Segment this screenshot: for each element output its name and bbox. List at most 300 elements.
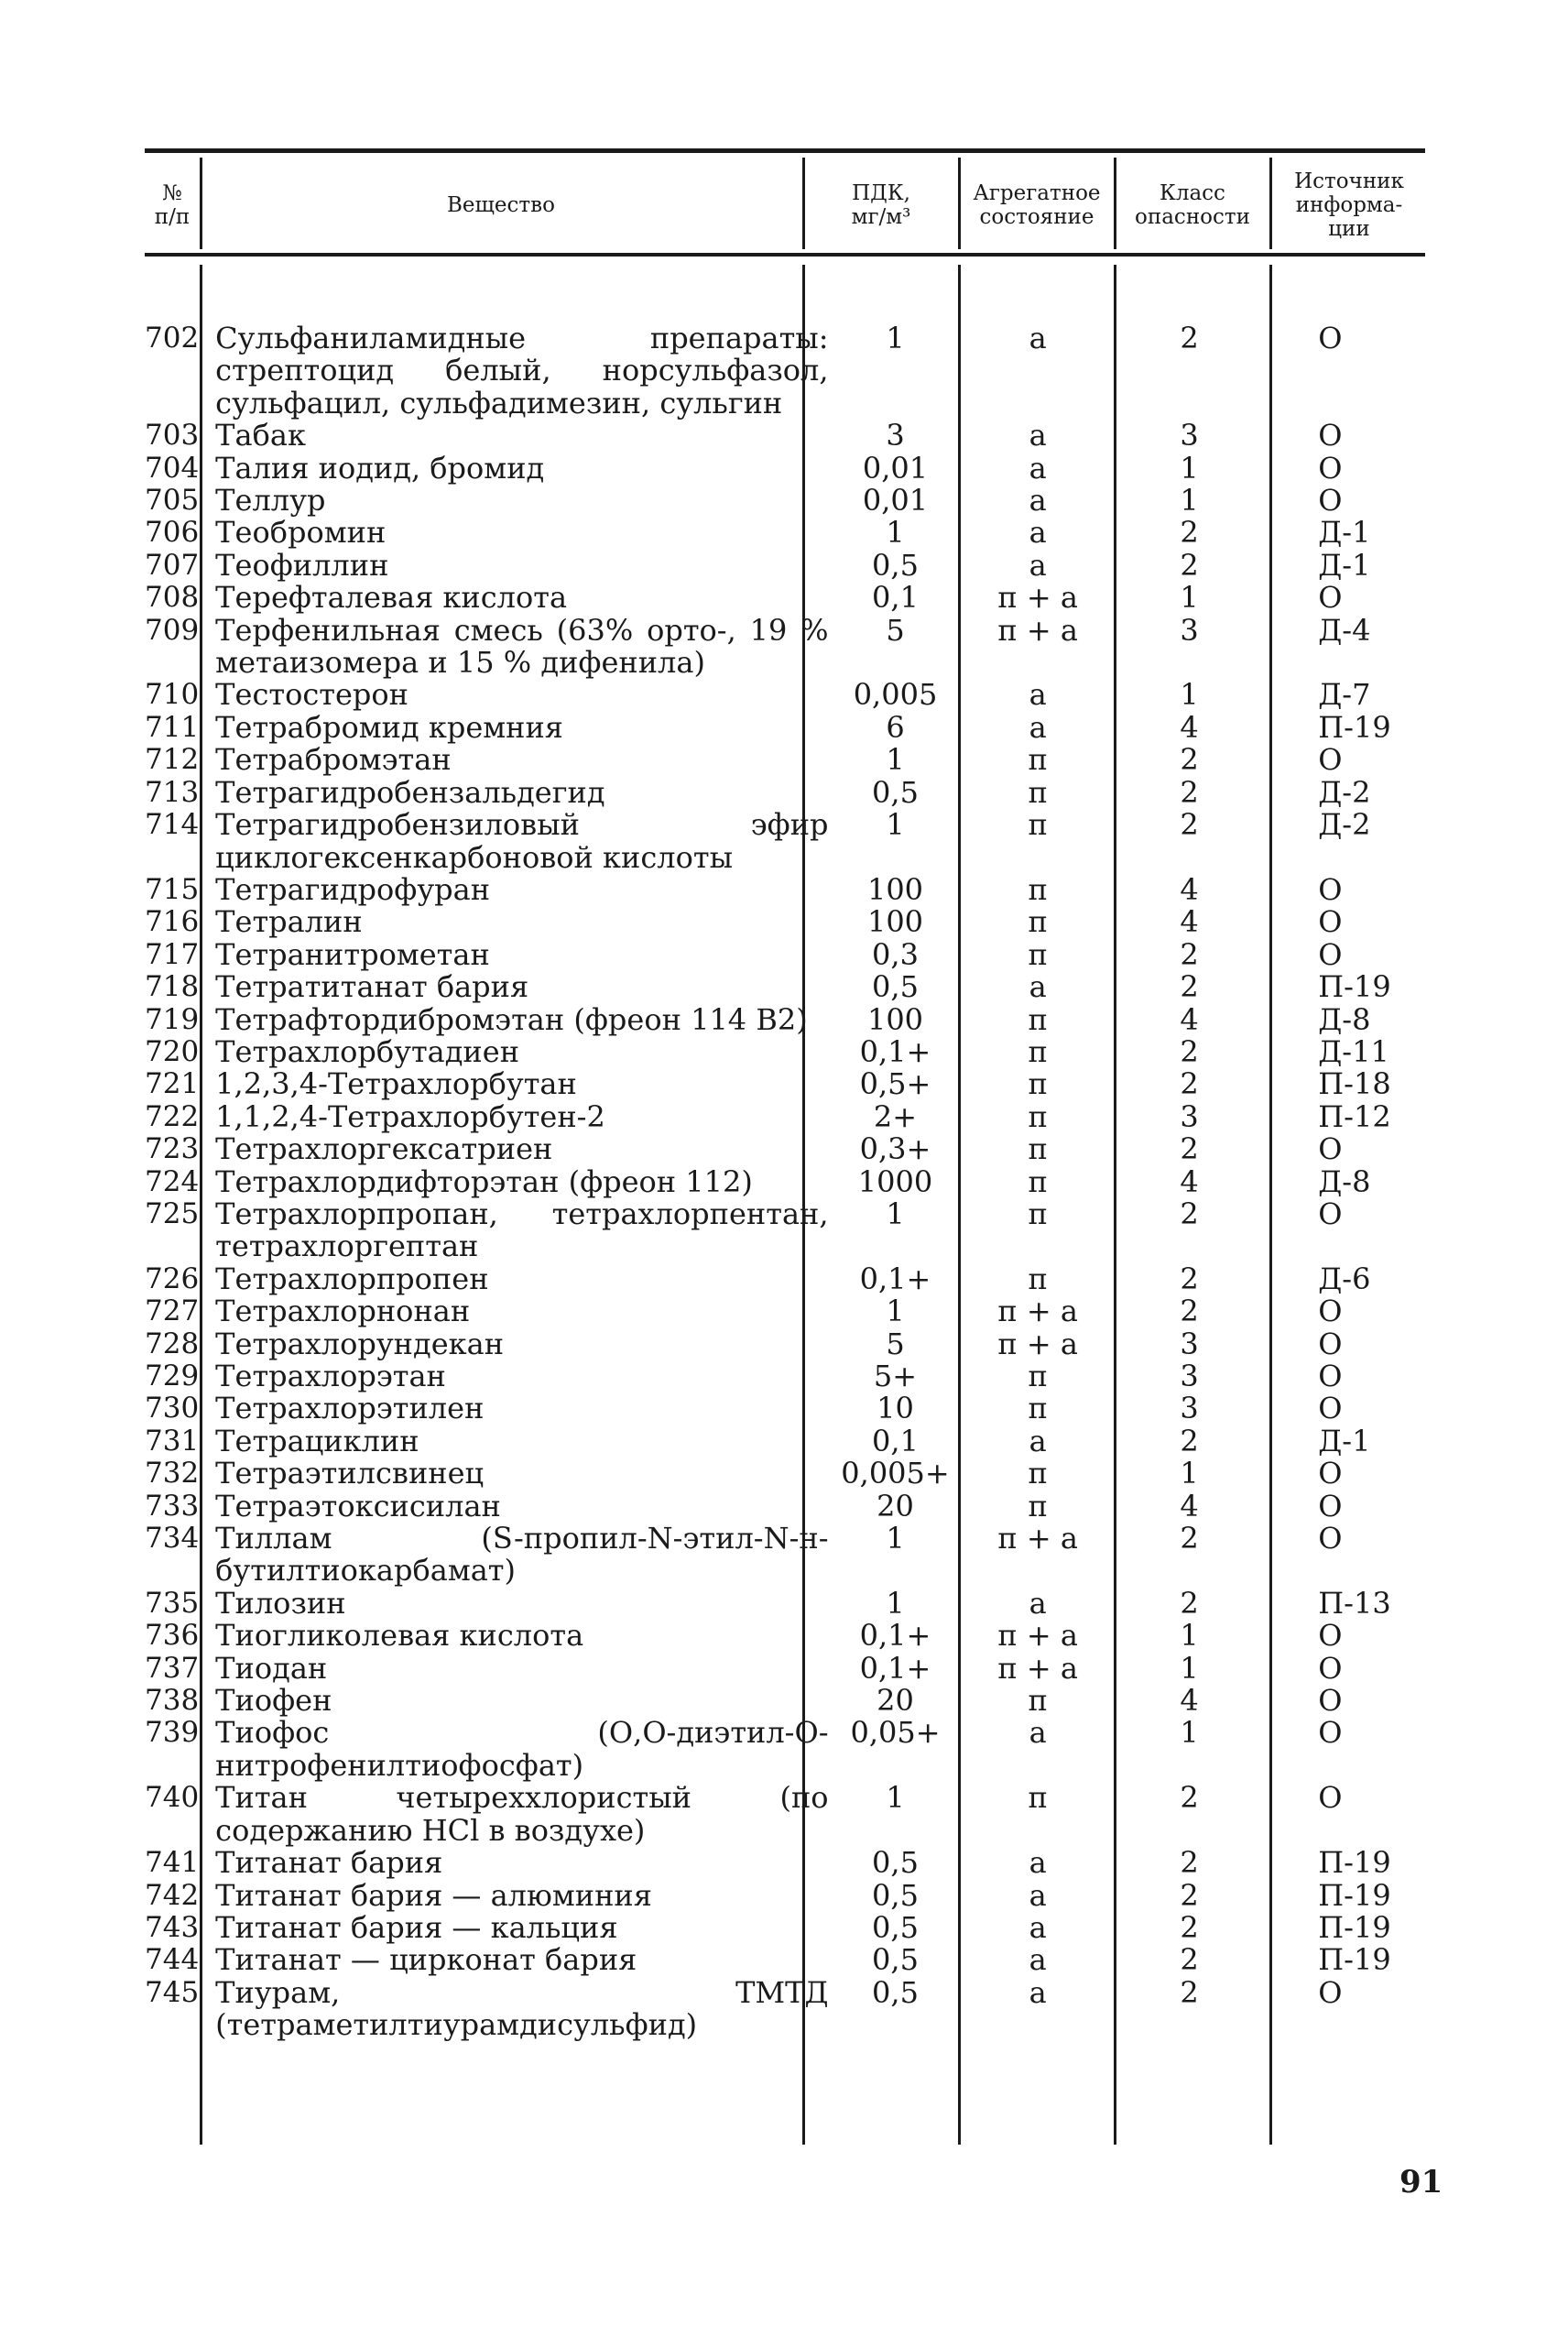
source-reference: О <box>1318 1521 1343 1556</box>
row-number: 707 <box>145 548 200 582</box>
substance-name: Тилозин <box>215 1585 346 1621</box>
substance-name: Титанат — цирконат бария <box>215 1942 637 1978</box>
substance-name: Тетрагидрофуран <box>215 871 491 907</box>
table-row <box>145 1620 1425 1652</box>
substance-name: Тетранитрометан <box>215 936 490 972</box>
table-row <box>145 971 1425 1003</box>
substance-name: Тетрахлордифторэтан (фреон 112) <box>215 1163 753 1199</box>
table-row <box>145 582 1425 614</box>
header-number: № п/п <box>154 181 191 229</box>
table-row <box>145 612 1425 681</box>
row-number: 716 <box>145 905 200 939</box>
aggregate-state: а <box>1029 1845 1047 1881</box>
source-reference: Д-11 <box>1318 1033 1389 1069</box>
pdk-value: 100 <box>866 1001 924 1037</box>
header-substance: Вещество <box>447 193 555 217</box>
row-number: 724 <box>145 1164 200 1198</box>
aggregate-state: п + а <box>997 1618 1078 1654</box>
row-number: 727 <box>145 1294 200 1328</box>
source-reference: О <box>1318 1391 1343 1426</box>
row-number: 719 <box>145 1002 200 1036</box>
substance-name: Тетрагидробензиловый эфир циклогексенкарбоновой кислоты <box>215 807 829 875</box>
hazard-class: 2 <box>1180 1845 1199 1881</box>
header-divider <box>200 158 202 249</box>
row-number: 729 <box>145 1360 200 1392</box>
substance-name: Талия иодид, бромид <box>215 450 545 486</box>
substance-name: Тетраэтоксисилан <box>215 1488 501 1523</box>
table-row <box>145 322 1425 420</box>
aggregate-state: п + а <box>997 612 1078 648</box>
top-rule <box>145 148 1425 153</box>
substance-name: Тиллам (S-пропил-N-этил-N-н-бутилтиокарбамат) <box>215 1521 829 1589</box>
substance-name: Тиурам, ТМТД (тетраметилтиурамдисульфид) <box>215 1974 829 2043</box>
source-reference: П-19 <box>1318 1845 1391 1881</box>
row-number: 735 <box>145 1586 200 1620</box>
row-number: 718 <box>145 970 200 1004</box>
row-number: 711 <box>145 710 200 744</box>
row-number: 743 <box>145 1910 200 1944</box>
aggregate-state: п <box>1028 1033 1048 1069</box>
row-number: 732 <box>145 1457 200 1491</box>
aggregate-state: п <box>1028 871 1048 907</box>
source-reference: О <box>1318 1456 1343 1491</box>
row-number: 710 <box>145 678 200 712</box>
hazard-class: 2 <box>1180 1974 1199 2010</box>
substance-name: Тетрахлорнонан <box>215 1294 471 1329</box>
substance-name: Тетрагидробензальдегид <box>215 774 605 810</box>
substance-name: Тетрахлорбутадиен <box>215 1033 520 1069</box>
source-reference: Д-8 <box>1318 1163 1371 1199</box>
table-row <box>145 744 1425 776</box>
aggregate-state: а <box>1029 1877 1047 1913</box>
source-reference: О <box>1318 742 1343 778</box>
table-row <box>145 1295 1425 1327</box>
hazard-class: 4 <box>1180 871 1199 907</box>
source-reference: П-19 <box>1318 1942 1391 1978</box>
row-number: 723 <box>145 1132 200 1166</box>
table-row <box>145 1523 1425 1588</box>
source-reference: О <box>1318 1294 1343 1329</box>
page-number: 91 <box>1399 2164 1443 2200</box>
hazard-class: 2 <box>1180 1942 1199 1978</box>
source-reference: Д-7 <box>1318 677 1371 713</box>
row-number: 725 <box>145 1196 200 1230</box>
table-row <box>145 1263 1425 1295</box>
row-number: 742 <box>145 1878 200 1912</box>
pdk-value: 1 <box>886 1521 905 1556</box>
table-row <box>145 1650 1425 1686</box>
pdk-value: 0,5+ <box>859 1066 931 1102</box>
row-number: 721 <box>145 1067 200 1101</box>
aggregate-state: п + а <box>997 1294 1078 1329</box>
pdk-value: 0,5 <box>872 1845 919 1881</box>
table-row <box>145 1585 1425 1621</box>
pdk-value: 0,1+ <box>859 1261 931 1296</box>
aggregate-state: п <box>1028 1456 1048 1491</box>
row-number: 705 <box>145 484 200 518</box>
source-reference: П-19 <box>1318 709 1391 745</box>
substance-name: Тетратитанат бария <box>215 969 529 1005</box>
row-number: 717 <box>145 937 200 971</box>
table-row <box>145 871 1425 907</box>
aggregate-state: п <box>1028 1780 1048 1816</box>
pdk-value: 1 <box>886 1196 905 1231</box>
row-number: 712 <box>145 743 200 777</box>
table-row <box>145 485 1425 517</box>
hazard-class: 1 <box>1180 1618 1199 1654</box>
row-number: 703 <box>145 419 200 453</box>
row-number: 720 <box>145 1034 200 1068</box>
hazard-class: 1 <box>1180 1456 1199 1491</box>
table-row <box>145 809 1425 874</box>
substance-name: Тетралин <box>215 904 363 940</box>
source-reference: П-19 <box>1318 1909 1391 1945</box>
aggregate-state: п <box>1028 1488 1048 1523</box>
source-reference: Д-1 <box>1318 1423 1371 1458</box>
row-number: 730 <box>145 1392 200 1425</box>
row-number: 734 <box>145 1522 200 1556</box>
table-row <box>145 709 1425 745</box>
table-row <box>145 1782 1425 1847</box>
row-number: 738 <box>145 1684 200 1718</box>
hazard-class: 2 <box>1180 1294 1199 1329</box>
source-reference: О <box>1318 936 1343 972</box>
hazard-class: 2 <box>1180 515 1199 551</box>
row-number: 736 <box>145 1619 200 1653</box>
source-reference: Д-1 <box>1318 547 1371 583</box>
source-reference: О <box>1318 1974 1343 2010</box>
table-row <box>145 1001 1425 1037</box>
row-number: 722 <box>145 1099 200 1133</box>
substance-name: Тетрабромэтан <box>215 742 452 778</box>
substance-name: Сульфаниламидные препараты: стрептоцид белый, норсульфазол, сульфацил, сульфадимезин, сульгин <box>215 321 829 420</box>
aggregate-state: п + а <box>997 580 1078 616</box>
aggregate-state: п <box>1028 742 1048 778</box>
hazard-class: 4 <box>1180 709 1199 745</box>
table-row <box>145 1392 1425 1425</box>
substance-name: Титанат бария — алюминия <box>215 1877 652 1913</box>
pdk-value: 1 <box>886 1585 905 1621</box>
source-reference: О <box>1318 483 1343 519</box>
row-number: 708 <box>145 581 200 615</box>
aggregate-state: а <box>1029 969 1047 1005</box>
hazard-class: 1 <box>1180 677 1199 713</box>
hazard-class: 2 <box>1180 1131 1199 1167</box>
pdk-value: 6 <box>886 709 905 745</box>
hazard-class: 2 <box>1180 1423 1199 1458</box>
pdk-value: 5+ <box>873 1359 918 1393</box>
pdk-value: 0,005+ <box>841 1456 950 1491</box>
aggregate-state: п <box>1028 1261 1048 1296</box>
table-row <box>145 774 1425 810</box>
hazard-class: 2 <box>1180 1521 1199 1556</box>
hazard-class: 2 <box>1180 742 1199 778</box>
hazard-class: 4 <box>1180 1001 1199 1037</box>
pdk-value: 0,05+ <box>850 1715 941 1751</box>
aggregate-state: п <box>1028 904 1048 940</box>
table-row <box>145 906 1425 938</box>
aggregate-state: п <box>1028 936 1048 972</box>
row-number: 745 <box>145 1975 200 2009</box>
hazard-class: 3 <box>1180 418 1199 453</box>
aggregate-state: а <box>1029 1423 1047 1458</box>
pdk-value: 0,1 <box>872 580 919 616</box>
table-body <box>145 322 1425 2042</box>
table-row <box>145 1685 1425 1717</box>
aggregate-state: п <box>1028 1391 1048 1426</box>
hazard-class: 3 <box>1180 1359 1199 1393</box>
aggregate-state: п <box>1028 1066 1048 1102</box>
table-row <box>145 679 1425 711</box>
substance-name: 1,2,3,4-Тетрахлорбутан <box>215 1066 577 1102</box>
hazard-class: 3 <box>1180 1326 1199 1361</box>
source-reference: О <box>1318 1683 1343 1719</box>
pdk-value: 0,5 <box>872 1942 919 1978</box>
hazard-class: 2 <box>1180 807 1199 843</box>
substance-name: Теобромин <box>215 515 387 551</box>
aggregate-state: а <box>1029 1715 1047 1751</box>
aggregate-state: а <box>1029 483 1047 519</box>
source-reference: Д-8 <box>1318 1001 1371 1037</box>
hazard-class: 1 <box>1180 1650 1199 1686</box>
source-reference: О <box>1318 580 1343 616</box>
row-number: 740 <box>145 1781 200 1815</box>
row-number: 744 <box>145 1943 200 1977</box>
source-reference: П-19 <box>1318 969 1391 1005</box>
pdk-value: 1 <box>886 1294 905 1329</box>
pdk-value: 0,01 <box>862 483 929 519</box>
source-reference: О <box>1318 1326 1343 1361</box>
header-divider <box>1114 158 1116 249</box>
row-number: 728 <box>145 1327 200 1360</box>
aggregate-state: а <box>1029 418 1047 453</box>
pdk-value: 5 <box>886 1326 905 1361</box>
header-hazard-class: Класс опасности <box>1135 181 1250 229</box>
aggregate-state: п <box>1028 1683 1048 1719</box>
hazard-class: 2 <box>1180 547 1199 583</box>
aggregate-state: а <box>1029 709 1047 745</box>
substance-name: 1,1,2,4-Тетрахлорбутен-2 <box>215 1098 605 1134</box>
hazard-class: 1 <box>1180 450 1199 486</box>
substance-name: Тетрахлорундекан <box>215 1326 505 1361</box>
aggregate-state: п <box>1028 1131 1048 1167</box>
header-rule <box>145 253 1425 257</box>
table-row <box>145 1068 1425 1100</box>
pdk-value: 0,1+ <box>859 1618 931 1654</box>
table-row <box>145 1974 1425 2043</box>
pdk-value: 0,005 <box>853 677 938 713</box>
pdk-value: 0,01 <box>862 450 929 486</box>
aggregate-state: п <box>1028 1001 1048 1037</box>
table-row <box>145 547 1425 583</box>
pdk-value: 0,5 <box>872 547 919 583</box>
hazard-class: 4 <box>1180 1163 1199 1199</box>
row-number: 741 <box>145 1846 200 1880</box>
hazard-class: 4 <box>1180 1683 1199 1719</box>
hazard-class: 3 <box>1180 1391 1199 1426</box>
substance-name: Титан четыреххлористый (по содержанию HCl в воздухе) <box>215 1780 829 1848</box>
substance-name: Теллур <box>215 483 326 519</box>
hazard-class: 2 <box>1180 1196 1199 1231</box>
table-row <box>145 1098 1425 1134</box>
aggregate-state: п <box>1028 1196 1048 1231</box>
source-reference: П-19 <box>1318 1877 1391 1913</box>
pdk-value: 0,3 <box>872 936 919 972</box>
aggregate-state: п + а <box>997 1326 1078 1361</box>
substance-name: Титанат бария — кальция <box>215 1909 618 1945</box>
row-number: 726 <box>145 1261 200 1295</box>
table-row <box>145 1847 1425 1879</box>
source-reference: Д-4 <box>1318 612 1371 648</box>
substance-name: Тетрахлоргексатриен <box>215 1131 553 1167</box>
hazard-class: 2 <box>1180 1877 1199 1913</box>
pdk-value: 0,5 <box>872 1877 919 1913</box>
header-divider <box>802 158 805 249</box>
hazard-class: 2 <box>1180 1585 1199 1621</box>
substance-name: Тестостерон <box>215 677 408 713</box>
pdk-value: 0,1+ <box>859 1650 931 1686</box>
source-reference: Д-2 <box>1318 807 1371 843</box>
pdk-value: 1 <box>886 742 905 778</box>
aggregate-state: а <box>1029 1942 1047 1978</box>
pdk-value: 10 <box>877 1391 914 1426</box>
pdk-value: 0,1+ <box>859 1033 931 1069</box>
row-number: 709 <box>145 613 200 647</box>
pdk-value: 0,5 <box>872 969 919 1005</box>
source-reference: О <box>1318 1196 1343 1231</box>
aggregate-state: п + а <box>997 1521 1078 1556</box>
hazard-class: 1 <box>1180 483 1199 519</box>
table-row <box>145 1717 1425 1782</box>
source-reference: П-12 <box>1318 1098 1391 1134</box>
table-row <box>145 517 1425 549</box>
pdk-value: 2+ <box>873 1098 918 1134</box>
substance-name: Тетрациклин <box>215 1423 419 1458</box>
source-reference: П-13 <box>1318 1585 1391 1621</box>
hazard-class: 2 <box>1180 1780 1199 1816</box>
hazard-class: 1 <box>1180 1715 1199 1751</box>
substance-name: Теофиллин <box>215 547 389 583</box>
table-row <box>145 1488 1425 1523</box>
source-reference: Д-6 <box>1318 1261 1371 1296</box>
pdk-value: 100 <box>866 871 924 907</box>
substance-name: Тиодан <box>215 1650 328 1686</box>
source-reference: О <box>1318 418 1343 453</box>
hazard-class: 4 <box>1180 1488 1199 1523</box>
table-row <box>145 1328 1425 1360</box>
row-number: 715 <box>145 872 200 906</box>
row-number: 739 <box>145 1716 200 1750</box>
header-divider <box>958 158 961 249</box>
row-number: 737 <box>145 1651 200 1685</box>
hazard-class: 2 <box>1180 1033 1199 1069</box>
row-number: 714 <box>145 808 200 842</box>
hazard-class: 1 <box>1180 580 1199 616</box>
hazard-class: 4 <box>1180 904 1199 940</box>
pdk-value: 5 <box>886 612 905 648</box>
pdk-value: 0,1 <box>872 1423 919 1458</box>
aggregate-state: п <box>1028 1098 1048 1134</box>
source-reference: О <box>1318 1359 1343 1393</box>
row-number: 713 <box>145 775 200 809</box>
source-reference: Д-1 <box>1318 515 1371 551</box>
source-reference: О <box>1318 1715 1343 1751</box>
row-number: 706 <box>145 516 200 550</box>
header-divider <box>1269 158 1272 249</box>
pdk-value: 20 <box>877 1488 914 1523</box>
pdk-value: 0,3+ <box>859 1131 931 1167</box>
pdk-value: 1 <box>886 807 905 843</box>
source-reference: О <box>1318 904 1343 940</box>
pdk-value: 1000 <box>857 1163 933 1199</box>
substance-name: Тетрахлорпропан, тетрахлорпентан, тетрахлоргептан <box>215 1196 829 1264</box>
header-source: Источник информа- ции <box>1294 169 1404 241</box>
table-row <box>145 936 1425 972</box>
aggregate-state: а <box>1029 321 1047 355</box>
pdk-value: 100 <box>866 904 924 940</box>
substance-name: Титанат бария <box>215 1845 443 1881</box>
header-aggregate-state: Агрегатное состояние <box>973 181 1101 229</box>
hazard-class: 3 <box>1180 1098 1199 1134</box>
source-reference: О <box>1318 1650 1343 1686</box>
substance-name: Тетрахлорэтилен <box>215 1391 485 1426</box>
source-reference: П-18 <box>1318 1066 1391 1102</box>
substance-name: Терефталевая кислота <box>215 580 568 616</box>
substance-name: Тетрабромид кремния <box>215 709 563 745</box>
source-reference: О <box>1318 1618 1343 1654</box>
row-number: 733 <box>145 1489 200 1523</box>
table-row <box>145 1909 1425 1945</box>
header-pdk: ПДК, мг/м³ <box>851 181 911 229</box>
hazard-class: 3 <box>1180 612 1199 648</box>
substance-name: Тиогликолевая кислота <box>215 1618 584 1654</box>
pdk-value: 0,5 <box>872 774 919 810</box>
row-number: 731 <box>145 1424 200 1458</box>
row-number: 702 <box>145 322 200 355</box>
table-row <box>145 1458 1425 1490</box>
aggregate-state: а <box>1029 677 1047 713</box>
table-row <box>145 1133 1425 1165</box>
source-reference: О <box>1318 450 1343 486</box>
aggregate-state: п <box>1028 807 1048 843</box>
table-row <box>145 1198 1425 1263</box>
pdk-value: 1 <box>886 321 905 355</box>
hazard-class: 2 <box>1180 774 1199 810</box>
substance-name: Тетрафтордибромэтан (фреон 114 В2) <box>215 1001 808 1037</box>
aggregate-state: а <box>1029 515 1047 551</box>
substance-name: Тиофен <box>215 1683 332 1719</box>
pdk-value: 0,5 <box>872 1909 919 1945</box>
aggregate-state: п <box>1028 774 1048 810</box>
hazard-class: 2 <box>1180 1261 1199 1296</box>
aggregate-state: п <box>1028 1359 1048 1393</box>
aggregate-state: п <box>1028 1163 1048 1199</box>
table-row <box>145 1944 1425 1976</box>
table-row <box>145 450 1425 486</box>
source-reference: О <box>1318 1780 1343 1816</box>
hazard-class: 2 <box>1180 1066 1199 1102</box>
substance-name: Тетрахлорэтан <box>215 1359 446 1393</box>
source-reference: О <box>1318 321 1343 355</box>
aggregate-state: а <box>1029 1974 1047 2010</box>
aggregate-state: а <box>1029 450 1047 486</box>
table-row <box>145 420 1425 452</box>
hazard-class: 2 <box>1180 1909 1199 1945</box>
pdk-value: 1 <box>886 1780 905 1816</box>
aggregate-state: п + а <box>997 1650 1078 1686</box>
aggregate-state: а <box>1029 547 1047 583</box>
substance-name: Тетрахлорпропен <box>215 1261 489 1296</box>
